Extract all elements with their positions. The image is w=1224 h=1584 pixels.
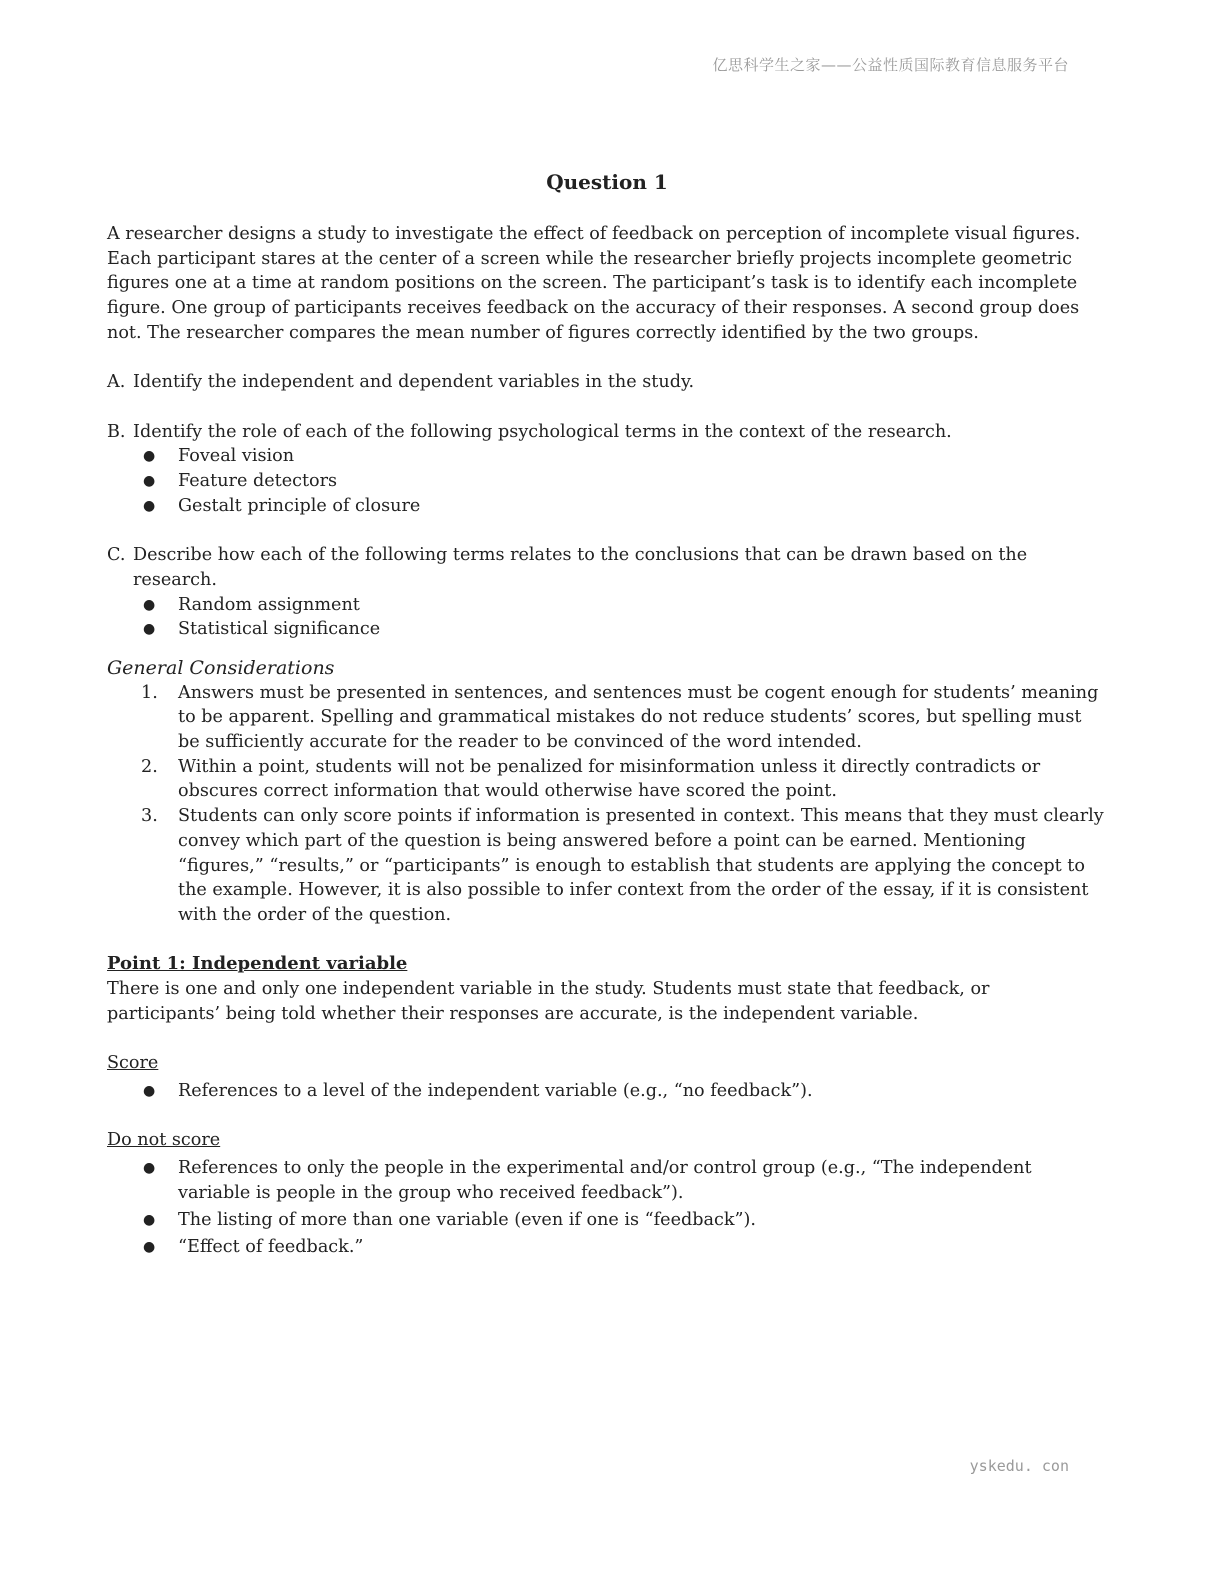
list-item: ● References to a level of the independent variable (e.g., “no feedback”). xyxy=(107,1079,1107,1104)
bullet-icon: ● xyxy=(143,1159,156,1176)
bullet-icon: ● xyxy=(143,621,156,638)
header-watermark: 亿思科学生之家——公益性质国际教育信息服务平台 xyxy=(712,56,1069,74)
bullet-icon: ● xyxy=(143,1239,156,1256)
part-letter: B. xyxy=(107,421,126,442)
bullet-icon: ● xyxy=(143,1082,156,1099)
bullet-icon: ● xyxy=(143,596,156,613)
intro-paragraph: A researcher designs a study to investigate the effect of feedback on perception of incomplete visual figures. Each participant stares at the center of a screen while the researcher briefly projects incomplete geometric figures one at a time at random positions on the screen. The participant’s task is to identify each incomplete figure. One group of participants receives feedback on the accuracy of their responses. A second group does not. The researcher compares the mean number of figures correctly identified by the two groups. xyxy=(107,224,1081,343)
general-considerations-list xyxy=(107,681,1107,928)
list-item: ● References to only the people in the experimental and/or control group (e.g., “The independent variable is people in the group who received feedback”). xyxy=(107,1156,1107,1205)
list-item: ● Gestalt principle of closure xyxy=(107,494,1107,519)
point-1 xyxy=(107,952,1107,1026)
part-b xyxy=(107,420,1107,519)
bullet-icon: ● xyxy=(143,1211,156,1228)
list-item: 1. Answers must be presented in sentences, and sentences must be cogent enough for students’ meaning to be apparent. Spelling and grammatical mistakes do not reduce students’ scores, but spelling must be sufficiently accurate for the reader to be convinced of the word intended. xyxy=(141,682,1099,753)
part-b-bullets xyxy=(107,444,1107,518)
general-considerations-heading: General Considerations xyxy=(107,656,335,679)
list-item: ● The listing of more than one variable (even if one is “feedback”). xyxy=(107,1208,1107,1233)
list-item: 2. Within a point, students will not be penalized for misinformation unless it directly contradicts or obscures correct information that would otherwise have scored the point. xyxy=(141,756,1041,802)
list-item: ● Statistical significance xyxy=(107,617,1107,642)
list-item: ● Feature detectors xyxy=(107,469,1107,494)
part-a xyxy=(107,370,1107,395)
footer-watermark: yskedu. con xyxy=(969,1457,1069,1475)
general-considerations xyxy=(107,656,1107,928)
part-c xyxy=(107,543,1107,642)
part-text: Identify the role of each of the following psychological terms in the context of the research. xyxy=(133,421,952,442)
part-letter: A. xyxy=(107,372,126,393)
list-item: ● Random assignment xyxy=(107,593,1107,618)
part-c-bullets xyxy=(107,593,1107,642)
document-body xyxy=(107,168,1107,1262)
list-item: ● Foveal vision xyxy=(107,444,1107,469)
part-text: Identify the independent and dependent variables in the study. xyxy=(133,372,695,393)
score-section xyxy=(107,1051,1107,1103)
list-item: 3. Students can only score points if information is presented in context. This means that they must clearly convey which part of the question is being answered before a point can be earned. Mentioning “figures,” “results,” or “participants” is enough to establish that students are applying the concept to the example. However, it is also possible to infer context from the order of the essay, if it is consistent with the order of the question. xyxy=(141,806,1104,925)
score-bullets xyxy=(107,1079,1107,1104)
part-letter: C. xyxy=(107,545,126,566)
list-item: ● “Effect of feedback.” xyxy=(107,1235,1107,1260)
question-title: Question 1 xyxy=(546,170,668,194)
point-1-text: There is one and only one independent variable in the study. Students must state that feedback, or participants’ being told whether their responses are accurate, is the independent variable. xyxy=(107,979,990,1024)
bullet-icon: ● xyxy=(143,448,156,465)
do-not-score-section xyxy=(107,1128,1107,1260)
bullet-icon: ● xyxy=(143,473,156,489)
do-not-score-bullets xyxy=(107,1156,1107,1260)
do-not-score-heading: Do not score xyxy=(107,1130,221,1151)
score-heading: Score xyxy=(107,1053,159,1074)
point-1-heading: Point 1: Independent variable xyxy=(107,953,408,975)
bullet-icon: ● xyxy=(143,497,156,514)
part-text: Describe how each of the following terms relates to the conclusions that can be drawn based on the research. xyxy=(133,545,1028,590)
